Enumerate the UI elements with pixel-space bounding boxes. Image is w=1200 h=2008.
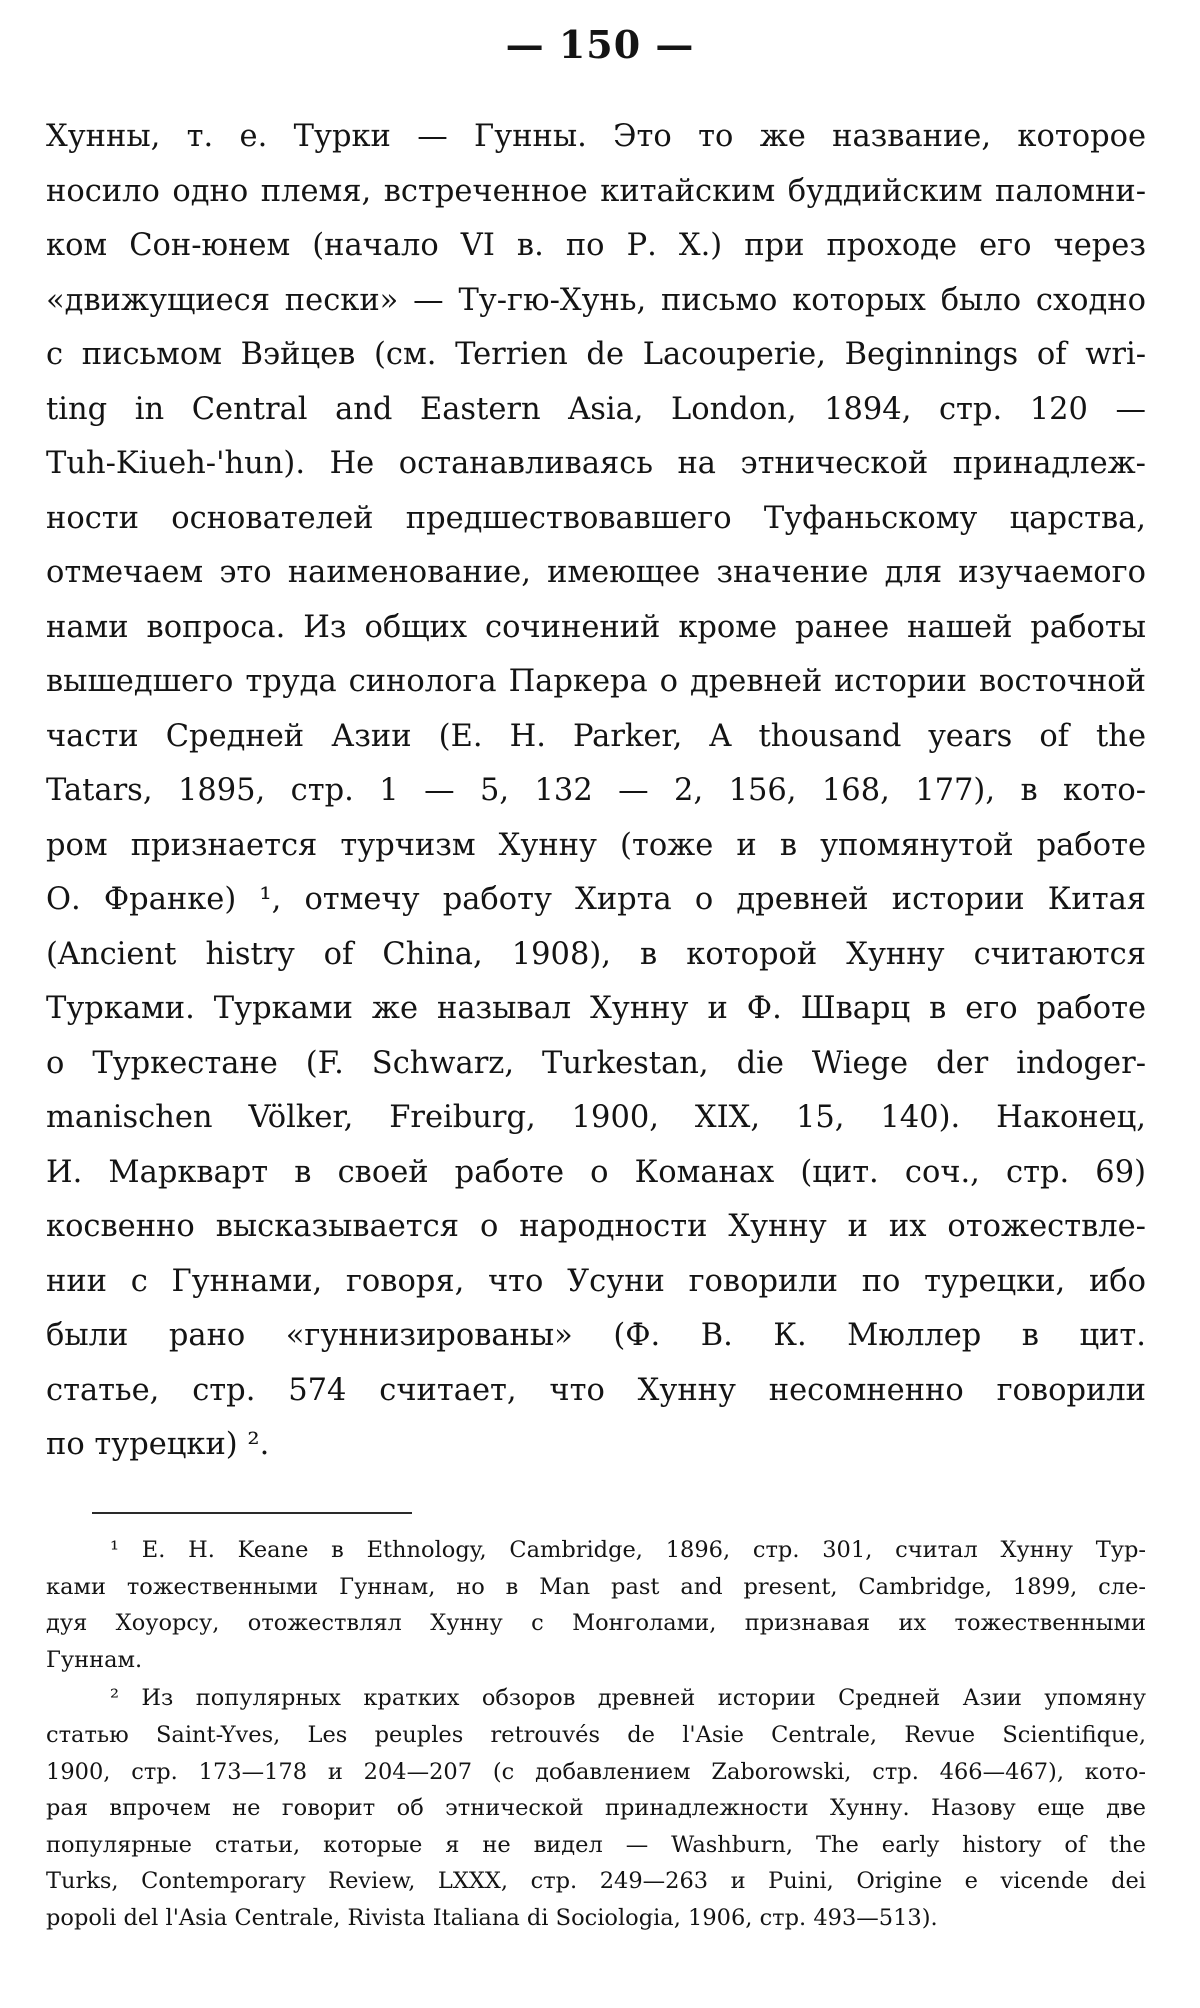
text-line: статье, стр. 574 считает, что Хунну несомненно говорили <box>46 1372 1146 1408</box>
text-line: с письмом Вэйцев (см. Terrien de Lacouperie, Beginnings of wri- <box>46 337 1146 372</box>
footnote-line: ками тожественными Гуннам, но в Man past and present, Cambridge, 1899, сле- <box>46 1573 1146 1600</box>
text-line: Турками. Турками же называл Хунну и Ф. Шварц в его работе <box>46 991 1146 1026</box>
text-line: по турецки) ². <box>46 1427 270 1462</box>
text-line: «движущиеся пески» — Ту-гю-Хунь, письмо которых было сходно <box>46 282 1146 318</box>
text-line: косвенно высказывается о народности Хунну и их отожествле- <box>46 1209 1146 1244</box>
text-line: manischen Völker, Freiburg, 1900, XIX, 15, 140). Наконец, <box>46 1100 1146 1135</box>
footnotes <box>46 1532 1146 1937</box>
text-line: о Туркестане (F. Schwarz, Turkestan, die Wiege der indoger- <box>46 1045 1146 1081</box>
text-line: нами вопроса. Из общих сочинений кроме ранее нашей работы <box>46 609 1146 645</box>
text-line: нии с Гуннами, говоря, что Усуни говорили по турецки, ибо <box>46 1263 1146 1299</box>
footnote-line: Гуннам. <box>46 1646 143 1673</box>
text-line: были рано «гуннизированы» (Ф. В. К. Мюллер в цит. <box>46 1318 1146 1353</box>
text-line: ности основателей предшествовавшего Туфаньскому царства, <box>46 500 1146 536</box>
footnote-line: ¹ E. H. Keane в Ethnology, Cambridge, 1896, стр. 301, считал Хунну Тур- <box>110 1537 1146 1563</box>
text-line: части Средней Азии (E. H. Parker, A thousand years of the <box>46 718 1146 754</box>
page-number: — 150 — <box>505 22 695 67</box>
footnote-divider <box>92 1512 412 1514</box>
footnote-line: popoli del l'Asia Centrale, Rivista Italiana di Sociologia, 1906, стр. 493—513). <box>46 1904 938 1931</box>
text-line: ком Сон-юнем (начало VI в. по Р. Х.) при проходе его через <box>46 228 1146 263</box>
text-line: ром признается турчизм Хунну (тоже и в упомянутой работе <box>46 827 1146 863</box>
text-line: (Ancient histry of China, 1908), в которой Хунну считаются <box>46 936 1146 972</box>
text-line: Хунны, т. е. Турки — Гунны. Это то же название, которое <box>46 119 1146 154</box>
footnote-line: популярные статьи, которые я не видел — Washburn, The early history of the <box>46 1831 1146 1858</box>
footnote-line: статью Saint-Yves, Les peuples retrouvés de l'Asie Centrale, Revue Scientifique, <box>46 1721 1146 1748</box>
footnote-2 <box>46 1680 1146 1936</box>
text-line: вышедшего труда синолога Паркера о древней истории восточной <box>46 664 1146 699</box>
text-line: И. Маркварт в своей работе о Команах (цит. соч., стр. 69) <box>46 1154 1146 1190</box>
text-line: отмечаем это наименование, имеющее значение для изучаемого <box>46 555 1146 590</box>
footnote-line: 1900, стр. 173—178 и 204—207 (с добавлением Zaborowski, стр. 466—467), кото- <box>46 1758 1146 1785</box>
footnote-line: ² Из популярных кратких обзоров древней истории Средней Азии упомяну <box>110 1685 1146 1712</box>
footnote-line: рая впрочем не говорит об этнической принадлежности Хунну. Назову еще две <box>46 1795 1146 1822</box>
text-line: Tatars, 1895, стр. 1 — 5, 132 — 2, 156, 168, 177), в кото- <box>46 773 1146 808</box>
footnote-line: дуя Хоуорсу, отожествлял Хунну с Монголами, признавая их тожественными <box>46 1610 1146 1637</box>
text-line: О. Франке) ¹, отмечу работу Хирта о древней истории Китая <box>46 882 1146 917</box>
footnote-1 <box>46 1532 1146 1678</box>
text-line: Tuh-Kiueh-'hun). Не останавливаясь на этнической принадлеж- <box>46 446 1146 481</box>
text-line: ting in Central and Eastern Asia, London, 1894, стр. 120 — <box>46 391 1146 427</box>
footnote-line: Turks, Contemporary Review, LXXX, стр. 249—263 и Puini, Origine e vicende dei <box>46 1868 1146 1895</box>
text-line: носило одно племя, встреченное китайским буддийским паломни- <box>46 173 1146 209</box>
main-text <box>46 110 1146 1473</box>
